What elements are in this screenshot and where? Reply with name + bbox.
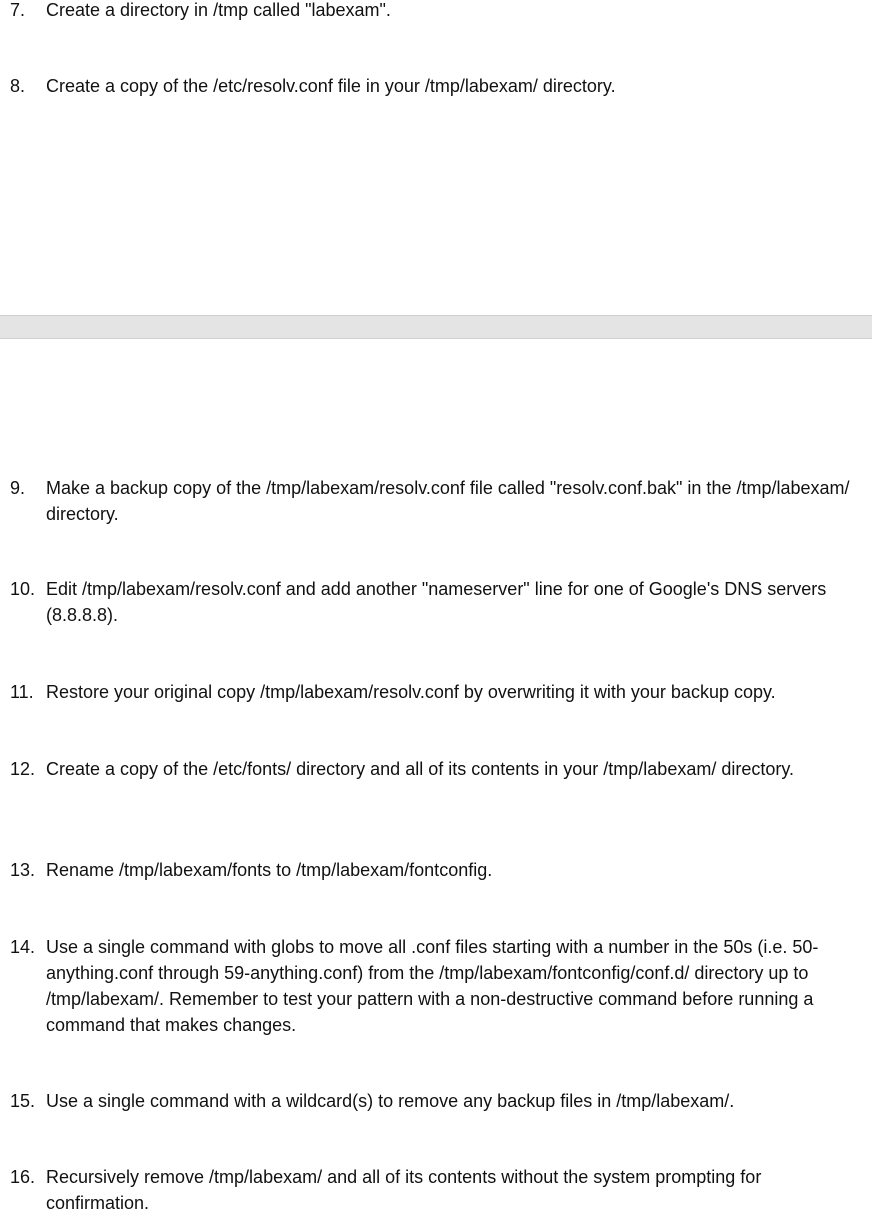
question-number: 12. — [10, 759, 36, 779]
question-text: Use a single command with a wildcard(s) to remove any backup files in /tmp/labexam/. — [46, 1091, 735, 1111]
question-number: 8. — [10, 76, 26, 96]
question-number: 10. — [10, 579, 36, 599]
question-number: 14. — [10, 937, 36, 957]
question-text: Make a backup copy of the /tmp/labexam/resolv.conf file called "resolv.conf.bak" in the /tmp/labexam/ directory. — [46, 478, 850, 524]
page-break — [0, 315, 872, 339]
question-text: Rename /tmp/labexam/fonts to /tmp/labexam/fontconfig. — [46, 860, 493, 880]
question-text: Create a copy of the /etc/resolv.conf file in your /tmp/labexam/ directory. — [46, 76, 616, 96]
question-number: 7. — [10, 0, 26, 20]
question-text: Create a directory in /tmp called "labexam". — [46, 0, 391, 20]
question-number: 11. — [10, 682, 34, 702]
question-number: 16. — [10, 1167, 36, 1187]
question-text: Create a copy of the /etc/fonts/ directory and all of its contents in your /tmp/labexam/ directory. — [46, 759, 795, 779]
question-text: Edit /tmp/labexam/resolv.conf and add another "nameserver" line for one of Google's DNS servers (8.8.8.8). — [46, 579, 827, 625]
question-number: 13. — [10, 860, 36, 880]
question-number: 9. — [10, 478, 26, 498]
question-text: Use a single command with globs to move all .conf files starting with a number in the 50s (i.e. 50-anything.conf through 59-anything.conf) from the /tmp/labexam/fontconfig/conf.d/ directory up to /tmp/labexam/. Remember to test your pattern with a non-destructive command before running a command that makes changes. — [46, 937, 819, 1035]
question-text: Restore your original copy /tmp/labexam/resolv.conf by overwriting it with your backup copy. — [46, 682, 776, 702]
question-text: Recursively remove /tmp/labexam/ and all of its contents without the system prompting for confirmation. — [46, 1167, 762, 1213]
question-number: 15. — [10, 1091, 36, 1111]
